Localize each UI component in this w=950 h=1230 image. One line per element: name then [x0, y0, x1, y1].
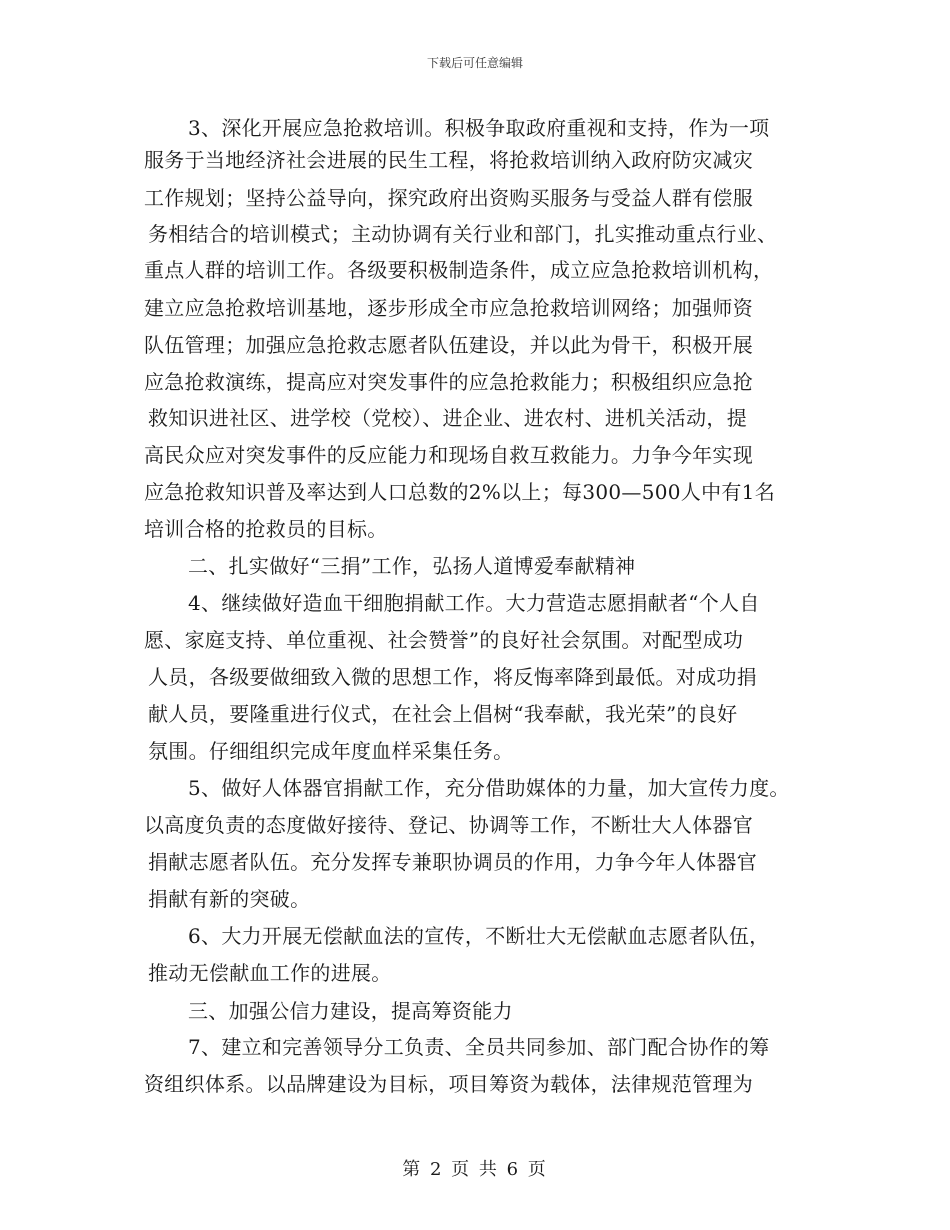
- text-line: 献人员，要隆重进行仪式，在社会上倡树“我奉献，我光荣”的良好: [148, 702, 738, 726]
- text-line: 应急抢救演练，提高应对突发事件的应急抢救能力；积极组织应急抢: [144, 370, 753, 394]
- text-line: 捐献有新的突破。: [148, 887, 311, 911]
- text-line: 4、继续做好造血干细胞捐献工作。大力营造志愿捐献者“个人自: [188, 591, 760, 615]
- page-header: 下载后可任意编辑: [426, 56, 523, 70]
- text-line: 以高度负责的态度做好接待、登记、协调等工作，不断壮大人体器官: [144, 813, 753, 837]
- text-line: 救知识进社区、进学校（党校）、进企业、进农村、进机关活动，提: [148, 406, 747, 430]
- text-line: 人员，各级要做细致入微的思想工作，将反悔率降到最低。对成功捐: [148, 665, 757, 689]
- text-line: 工作规划；坚持公益导向，探究政府出资购买服务与受益人群有偿服: [144, 186, 753, 210]
- text-line: 推动无偿献血工作的进展。: [148, 961, 392, 985]
- text-line: 6、大力开展无偿献血法的宣传，不断壮大无偿献血志愿者队伍，: [188, 924, 770, 948]
- text-line: 高民众应对突发事件的反应能力和现场自救互救能力。力争今年实现: [144, 443, 753, 467]
- text-line: 7、建立和完善领导分工负责、全员共同参加、部门配合协作的筹: [188, 1035, 770, 1059]
- text-line: 3、深化开展应急抢救培训。积极争取政府重视和支持，作为一项: [188, 116, 770, 140]
- text-line: 氛围。仔细组织完成年度血样采集任务。: [148, 739, 514, 763]
- section-heading: 二、扎实做好“三捐”工作，弘扬人道博爱奉献精神: [188, 554, 636, 578]
- text-line: 务相结合的培训模式；主动协调有关行业和部门，扎实推动重点行业、: [148, 222, 778, 246]
- text-line: 愿、家庭支持、单位重视、社会赞誉”的良好社会氛围。对配型成功: [144, 628, 744, 652]
- text-line: 捐献志愿者队伍。充分发挥专兼职协调员的作用，力争今年人体器官: [148, 850, 757, 874]
- text-line: 培训合格的抢救员的目标。: [144, 517, 388, 541]
- text-line: 建立应急抢救培训基地，逐步形成全市应急抢救培训网络；加强师资: [144, 296, 753, 320]
- page-footer: 第 2 页 共 6 页: [402, 1159, 548, 1180]
- text-line: 服务于当地经济社会进展的民生工程，将抢救培训纳入政府防灾减灾: [144, 148, 753, 172]
- text-line: 应急抢救知识普及率达到人口总数的2%以上；每300—500人中有1名: [144, 480, 775, 504]
- text-line: 资组织体系。以品牌建设为目标，项目筹资为载体，法律规范管理为: [144, 1072, 753, 1096]
- text-line: 5、做好人体器官捐献工作，充分借助媒体的力量，加大宣传力度。: [188, 776, 790, 800]
- text-line: 重点人群的培训工作。各级要积极制造条件，成立应急抢救培训机构，: [144, 258, 774, 282]
- text-line: 队伍管理；加强应急抢救志愿者队伍建设，并以此为骨干，积极开展: [144, 333, 753, 357]
- section-heading: 三、加强公信力建设，提高筹资能力: [188, 999, 513, 1023]
